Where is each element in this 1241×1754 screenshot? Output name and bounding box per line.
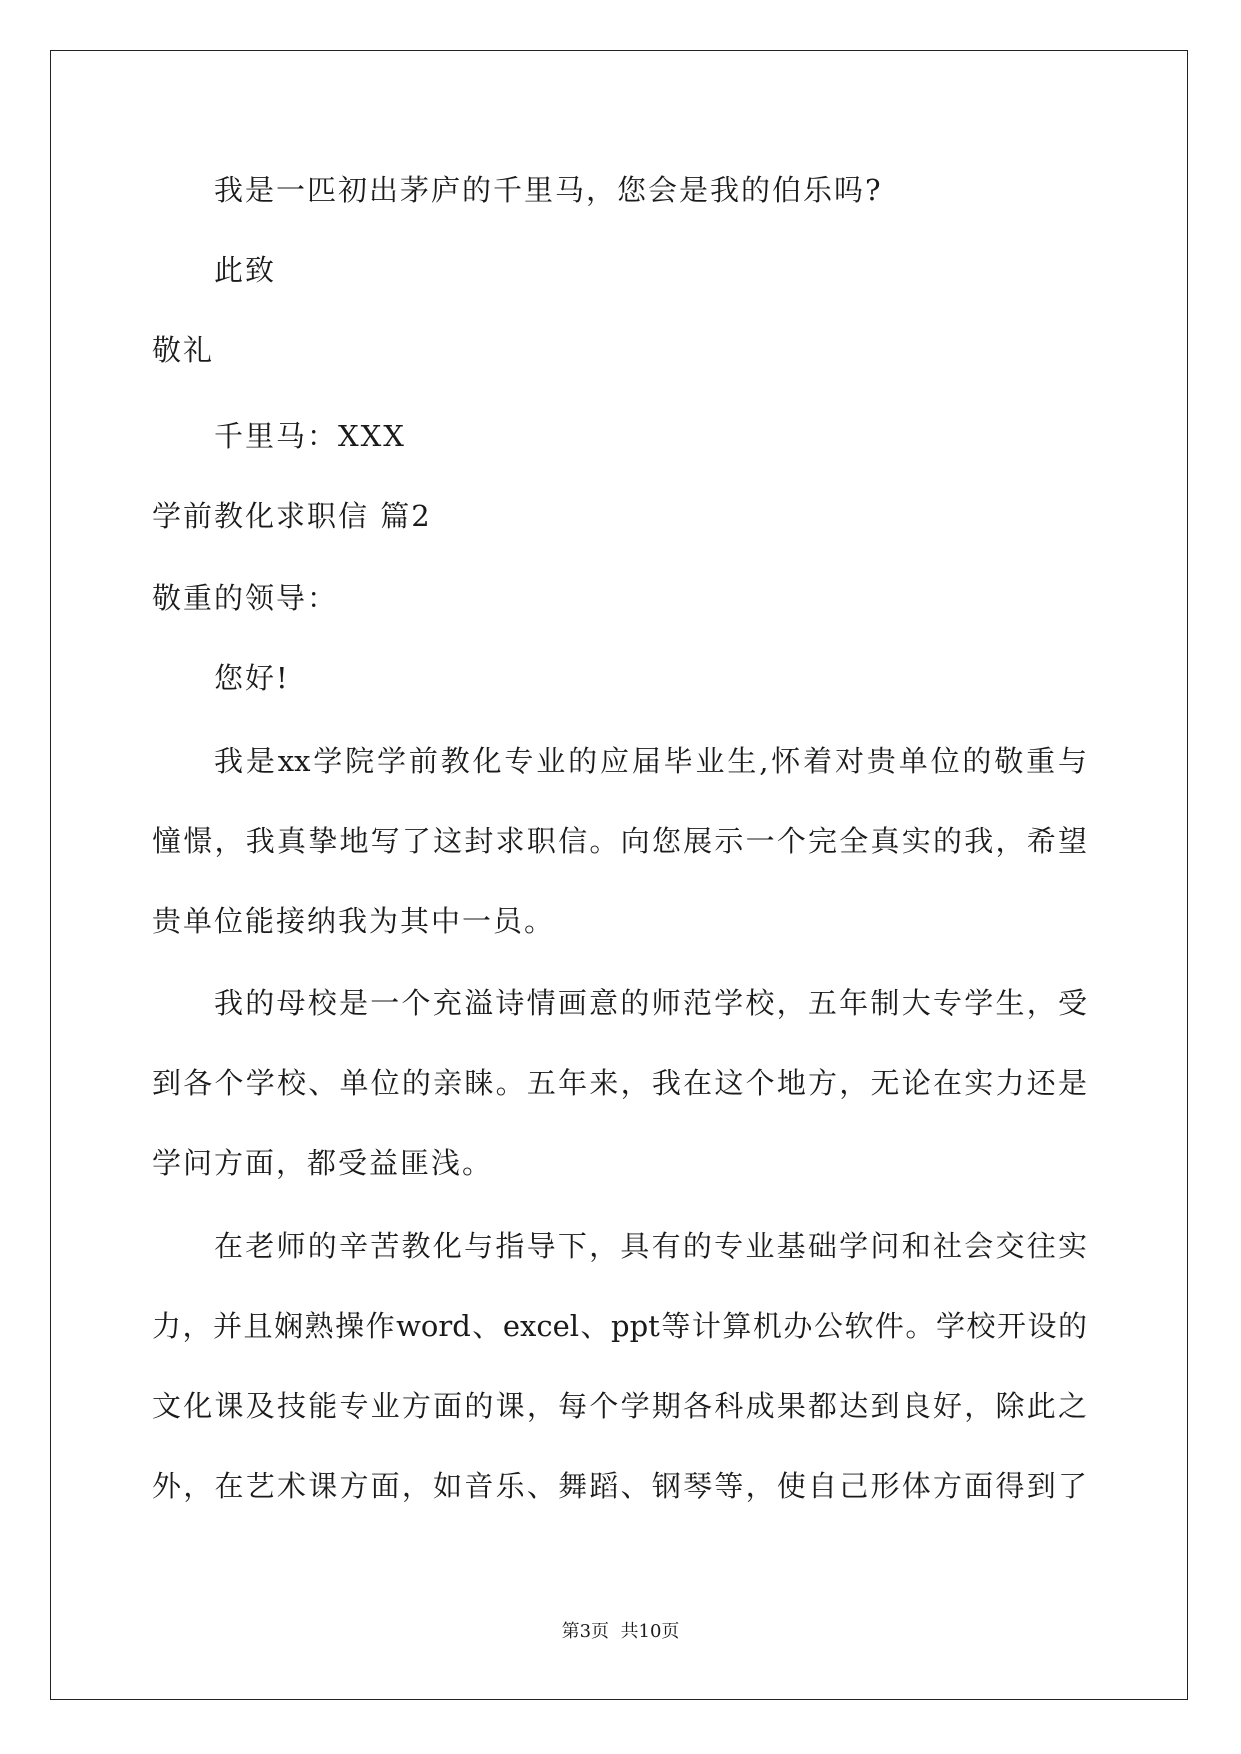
text-line: 此致 [214, 253, 277, 287]
text-line: 我的母校是一个充溢诗情画意的师范学校，五年制大专学生，受 [214, 986, 1087, 1020]
text-line: 外，在艺术课方面，如音乐、舞蹈、钢琴等，使自己形体方面得到了 [152, 1469, 1087, 1503]
text-line: 千里马：XXX [214, 419, 406, 453]
page-frame [50, 50, 1188, 1700]
text-line: 您好! [214, 661, 290, 695]
text-line: 在老师的辛苦教化与指导下，具有的专业基础学问和社会交往实 [214, 1229, 1087, 1263]
text-line: 我是一匹初出茅庐的千里马，您会是我的伯乐吗? [214, 173, 883, 207]
text-line: 到各个学校、单位的亲睐。五年来，我在这个地方，无论在实力还是 [152, 1066, 1087, 1100]
section-heading: 学前教化求职信 篇2 [152, 499, 432, 533]
text-line: 敬礼 [152, 333, 215, 367]
text-line: 学问方面，都受益匪浅。 [152, 1146, 494, 1180]
text-line: 我是xx学院学前教化专业的应届毕业生,怀着对贵单位的敬重与 [214, 744, 1087, 778]
page-footer: 第3页 共10页 [561, 1621, 680, 1642]
salutation: 敬重的领导： [152, 581, 339, 615]
text-line: 力，并且娴熟操作word、excel、ppt等计算机办公软件。学校开设的 [152, 1309, 1087, 1343]
text-line: 憧憬，我真挚地写了这封求职信。向您展示一个完全真实的我，希望 [152, 824, 1087, 858]
text-line: 文化课及技能专业方面的课，每个学期各科成果都达到良好，除此之 [152, 1389, 1087, 1423]
text-line: 贵单位能接纳我为其中一员。 [152, 904, 556, 938]
